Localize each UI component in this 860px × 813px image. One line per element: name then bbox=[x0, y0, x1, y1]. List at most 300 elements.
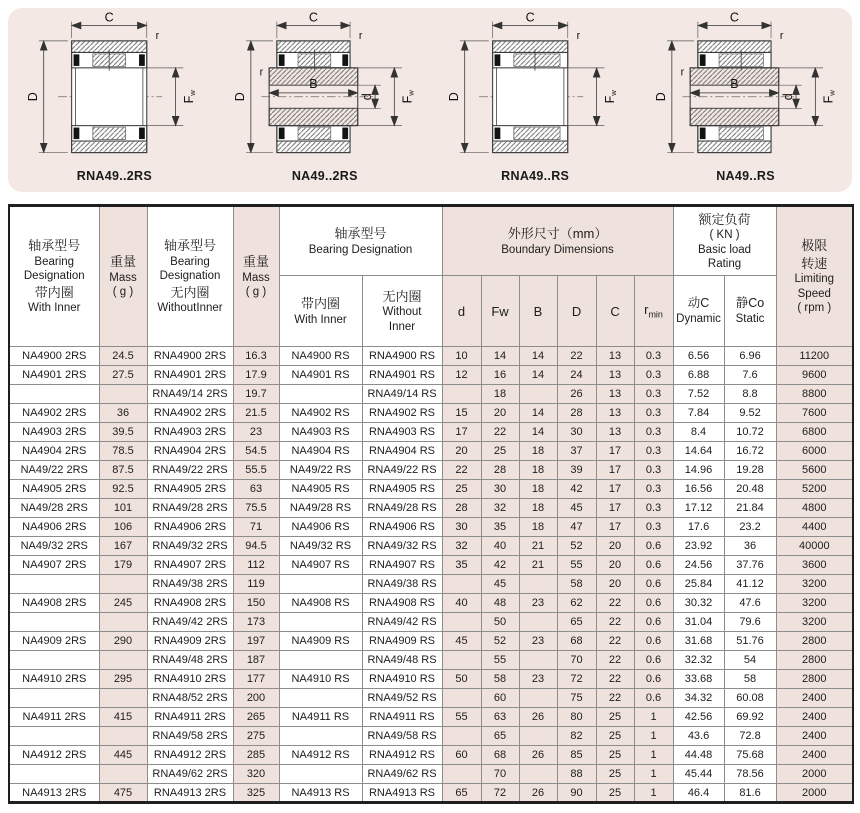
table-cell: 35 bbox=[481, 518, 519, 537]
table-cell: 26 bbox=[557, 385, 596, 404]
table-cell: 25 bbox=[596, 727, 634, 746]
table-cell: 187 bbox=[233, 651, 279, 670]
table-cell: 78.5 bbox=[99, 442, 147, 461]
table-cell: 18 bbox=[481, 385, 519, 404]
table-cell: 0.3 bbox=[634, 366, 673, 385]
table-cell: NA4911 RS bbox=[279, 708, 362, 727]
table-cell: 19.28 bbox=[724, 461, 776, 480]
table-cell: 21 bbox=[519, 537, 557, 556]
table-cell: 2000 bbox=[776, 765, 853, 784]
table-cell: RNA4913 2RS bbox=[147, 784, 233, 803]
table-cell: RNA49/42 RS bbox=[362, 613, 442, 632]
table-cell: 72.8 bbox=[724, 727, 776, 746]
table-cell: RNA49/48 RS bbox=[362, 651, 442, 670]
table-cell: 1 bbox=[634, 727, 673, 746]
table-cell: 20 bbox=[596, 575, 634, 594]
table-cell: RNA4902 RS bbox=[362, 404, 442, 423]
table-cell: 1 bbox=[634, 784, 673, 803]
dim-label-C: C bbox=[308, 12, 318, 25]
table-cell: 42 bbox=[481, 556, 519, 575]
table-cell: 2800 bbox=[776, 632, 853, 651]
table-cell: 52 bbox=[481, 632, 519, 651]
specification-table-wrap bbox=[8, 204, 852, 804]
table-cell: 18 bbox=[519, 499, 557, 518]
table-cell: 55 bbox=[442, 708, 481, 727]
table-cell: 13 bbox=[596, 385, 634, 404]
table-cell bbox=[519, 385, 557, 404]
table-cell bbox=[9, 385, 99, 404]
dim-label-D: D bbox=[447, 92, 462, 102]
subheader-C: C bbox=[596, 276, 634, 347]
table-cell bbox=[279, 689, 362, 708]
table-cell bbox=[9, 575, 99, 594]
table-cell: 5200 bbox=[776, 480, 853, 499]
dim-label-r2: r bbox=[680, 66, 684, 79]
subheader-Fw: Fw bbox=[481, 276, 519, 347]
table-cell: RNA4911 2RS bbox=[147, 708, 233, 727]
dim-label-Fw: Fw bbox=[821, 90, 837, 104]
table-cell: 21.84 bbox=[724, 499, 776, 518]
subheader-static-load: 静Co Static bbox=[724, 276, 776, 347]
table-cell: 2400 bbox=[776, 746, 853, 765]
table-row bbox=[9, 613, 853, 632]
table-cell: RNA49/22 2RS bbox=[147, 461, 233, 480]
table-cell: 3200 bbox=[776, 613, 853, 632]
dim-label-Fw: Fw bbox=[182, 90, 198, 104]
table-cell: NA49/28 2RS bbox=[9, 499, 99, 518]
table-cell: 60 bbox=[481, 689, 519, 708]
table-cell: RNA48/52 2RS bbox=[147, 689, 233, 708]
table-cell: 71 bbox=[233, 518, 279, 537]
bearing-spec-table bbox=[8, 204, 854, 804]
dim-label-C: C bbox=[525, 12, 535, 25]
table-cell: 22 bbox=[596, 670, 634, 689]
table-cell: 45 bbox=[557, 499, 596, 518]
table-cell: NA4909 2RS bbox=[9, 632, 99, 651]
table-cell: 0.3 bbox=[634, 423, 673, 442]
table-cell: 0.6 bbox=[634, 670, 673, 689]
table-cell: NA4903 RS bbox=[279, 423, 362, 442]
table-cell: 20 bbox=[481, 404, 519, 423]
table-cell: 275 bbox=[233, 727, 279, 746]
header-designation-without-inner: 轴承型号 Bearing Designation 无内圈 WithoutInner bbox=[147, 206, 233, 347]
table-cell: 475 bbox=[99, 784, 147, 803]
table-cell: 78.56 bbox=[724, 765, 776, 784]
table-cell: 24 bbox=[557, 366, 596, 385]
table-cell: 68 bbox=[557, 632, 596, 651]
table-cell: 54 bbox=[724, 651, 776, 670]
dim-label-r: r bbox=[358, 29, 363, 42]
table-cell: RNA49/42 2RS bbox=[147, 613, 233, 632]
table-cell: RNA4904 RS bbox=[362, 442, 442, 461]
table-cell: 16.3 bbox=[233, 347, 279, 366]
table-cell: 92.5 bbox=[99, 480, 147, 499]
table-cell bbox=[442, 613, 481, 632]
table-cell: 6.88 bbox=[673, 366, 724, 385]
table-cell: 13 bbox=[596, 347, 634, 366]
table-cell: 179 bbox=[99, 556, 147, 575]
table-cell: 0.3 bbox=[634, 499, 673, 518]
table-cell: 25.84 bbox=[673, 575, 724, 594]
subheader-d: d bbox=[442, 276, 481, 347]
dim-label-Fw: Fw bbox=[603, 90, 619, 104]
table-cell: 30 bbox=[442, 518, 481, 537]
table-cell: 17 bbox=[596, 442, 634, 461]
table-cell bbox=[519, 575, 557, 594]
table-cell: NA4906 RS bbox=[279, 518, 362, 537]
table-cell: 17 bbox=[596, 480, 634, 499]
table-cell: 35 bbox=[442, 556, 481, 575]
table-cell: 19.7 bbox=[233, 385, 279, 404]
table-cell: 0.6 bbox=[634, 575, 673, 594]
table-cell: NA4902 2RS bbox=[9, 404, 99, 423]
table-cell: 75.68 bbox=[724, 746, 776, 765]
table-cell: 17.6 bbox=[673, 518, 724, 537]
table-cell: 15 bbox=[442, 404, 481, 423]
table-row bbox=[9, 632, 853, 651]
table-cell: 415 bbox=[99, 708, 147, 727]
table-cell bbox=[99, 727, 147, 746]
dim-label-D: D bbox=[653, 92, 668, 102]
bearing-cross-section-drawing bbox=[435, 12, 635, 168]
table-cell bbox=[99, 613, 147, 632]
table-cell: RNA49/38 RS bbox=[362, 575, 442, 594]
table-row bbox=[9, 518, 853, 537]
table-cell: 25 bbox=[596, 708, 634, 727]
table-cell: NA4913 2RS bbox=[9, 784, 99, 803]
figure-rna49-rs bbox=[431, 12, 639, 183]
dim-label-r: r bbox=[155, 29, 160, 42]
table-cell bbox=[99, 651, 147, 670]
table-cell: 22 bbox=[442, 461, 481, 480]
table-cell: RNA49/28 2RS bbox=[147, 499, 233, 518]
table-cell: NA4901 RS bbox=[279, 366, 362, 385]
table-cell: 62 bbox=[557, 594, 596, 613]
table-cell: NA4907 2RS bbox=[9, 556, 99, 575]
table-cell bbox=[519, 651, 557, 670]
table-cell: 32.32 bbox=[673, 651, 724, 670]
table-cell: 25 bbox=[481, 442, 519, 461]
table-cell: 17.12 bbox=[673, 499, 724, 518]
table-cell: 200 bbox=[233, 689, 279, 708]
subheader-rs-without-inner: 无内圈 Without Inner bbox=[362, 276, 442, 347]
table-cell: 6.96 bbox=[724, 347, 776, 366]
table-cell: 106 bbox=[99, 518, 147, 537]
table-cell: 55 bbox=[481, 651, 519, 670]
table-cell: NA4900 2RS bbox=[9, 347, 99, 366]
table-cell: 0.3 bbox=[634, 404, 673, 423]
table-cell bbox=[519, 613, 557, 632]
table-cell: 70 bbox=[481, 765, 519, 784]
table-cell: 81.6 bbox=[724, 784, 776, 803]
table-cell: 445 bbox=[99, 746, 147, 765]
table-cell: 94.5 bbox=[233, 537, 279, 556]
table-cell: 25 bbox=[442, 480, 481, 499]
table-cell bbox=[442, 575, 481, 594]
table-cell: NA4905 RS bbox=[279, 480, 362, 499]
table-cell: 13 bbox=[596, 423, 634, 442]
table-cell: 28 bbox=[557, 404, 596, 423]
table-cell: 6.56 bbox=[673, 347, 724, 366]
table-cell: 31.68 bbox=[673, 632, 724, 651]
figure-rna49-2rs bbox=[10, 12, 218, 183]
table-cell: RNA4909 2RS bbox=[147, 632, 233, 651]
table-cell: 18 bbox=[519, 480, 557, 499]
table-cell: 69.92 bbox=[724, 708, 776, 727]
table-cell: 14 bbox=[519, 423, 557, 442]
table-cell: 8800 bbox=[776, 385, 853, 404]
table-cell: RNA49/28 RS bbox=[362, 499, 442, 518]
table-cell: 14 bbox=[519, 366, 557, 385]
subheader-dynamic-load: 动C Dynamic bbox=[673, 276, 724, 347]
table-cell: 1 bbox=[634, 746, 673, 765]
table-cell: RNA4912 RS bbox=[362, 746, 442, 765]
table-cell: 28 bbox=[442, 499, 481, 518]
table-cell bbox=[9, 613, 99, 632]
table-cell: 47.6 bbox=[724, 594, 776, 613]
table-row bbox=[9, 385, 853, 404]
table-cell bbox=[9, 765, 99, 784]
drawings-panel bbox=[8, 8, 852, 192]
table-cell: 65 bbox=[557, 613, 596, 632]
header-basic-load-group: 额定负荷 ( KN ) Basic load Rating bbox=[673, 206, 776, 276]
table-cell bbox=[442, 385, 481, 404]
table-row bbox=[9, 670, 853, 689]
table-cell: RNA4908 RS bbox=[362, 594, 442, 613]
table-row bbox=[9, 347, 853, 366]
table-cell: NA49/22 RS bbox=[279, 461, 362, 480]
table-cell: 41.12 bbox=[724, 575, 776, 594]
table-cell: 43.6 bbox=[673, 727, 724, 746]
table-cell: 24.5 bbox=[99, 347, 147, 366]
header-boundary-dimensions-group: 外形尺寸（mm） Boundary Dimensions bbox=[442, 206, 673, 276]
table-cell: NA4909 RS bbox=[279, 632, 362, 651]
table-cell: RNA4900 2RS bbox=[147, 347, 233, 366]
dim-label-r2: r bbox=[259, 66, 263, 79]
table-cell bbox=[9, 727, 99, 746]
table-cell: 21.5 bbox=[233, 404, 279, 423]
table-cell: 85 bbox=[557, 746, 596, 765]
table-cell: 112 bbox=[233, 556, 279, 575]
table-cell bbox=[519, 765, 557, 784]
table-cell: 325 bbox=[233, 784, 279, 803]
table-cell: RNA4911 RS bbox=[362, 708, 442, 727]
table-cell: 30.32 bbox=[673, 594, 724, 613]
table-cell: 197 bbox=[233, 632, 279, 651]
table-cell: 36 bbox=[724, 537, 776, 556]
table-cell: 20 bbox=[442, 442, 481, 461]
table-cell: 0.6 bbox=[634, 651, 673, 670]
table-cell: 37.76 bbox=[724, 556, 776, 575]
table-cell: 2000 bbox=[776, 784, 853, 803]
table-cell bbox=[279, 651, 362, 670]
table-cell: 2800 bbox=[776, 670, 853, 689]
table-cell: 32 bbox=[442, 537, 481, 556]
table-cell: 20 bbox=[596, 537, 634, 556]
table-cell: 10.72 bbox=[724, 423, 776, 442]
dim-label-Fw: Fw bbox=[400, 90, 416, 104]
table-cell: RNA49/52 RS bbox=[362, 689, 442, 708]
table-cell: RNA4905 2RS bbox=[147, 480, 233, 499]
table-cell: 27.5 bbox=[99, 366, 147, 385]
table-cell: 295 bbox=[99, 670, 147, 689]
table-cell: 2400 bbox=[776, 708, 853, 727]
table-cell: RNA4900 RS bbox=[362, 347, 442, 366]
table-cell: RNA4901 2RS bbox=[147, 366, 233, 385]
table-cell: RNA4909 RS bbox=[362, 632, 442, 651]
table-cell: 26 bbox=[519, 746, 557, 765]
table-cell: 0.6 bbox=[634, 632, 673, 651]
table-row bbox=[9, 537, 853, 556]
table-cell: 58 bbox=[481, 670, 519, 689]
table-row bbox=[9, 442, 853, 461]
table-cell: NA49/32 RS bbox=[279, 537, 362, 556]
dim-label-r: r bbox=[576, 29, 581, 42]
table-cell: RNA4907 2RS bbox=[147, 556, 233, 575]
table-cell: 30 bbox=[481, 480, 519, 499]
table-cell: RNA4906 RS bbox=[362, 518, 442, 537]
dim-label-D: D bbox=[26, 92, 41, 102]
table-cell: 0.3 bbox=[634, 480, 673, 499]
table-cell: 18 bbox=[519, 461, 557, 480]
table-cell bbox=[442, 727, 481, 746]
table-cell: 40000 bbox=[776, 537, 853, 556]
table-cell: 14.96 bbox=[673, 461, 724, 480]
table-cell: 2800 bbox=[776, 651, 853, 670]
table-cell: 58 bbox=[557, 575, 596, 594]
table-cell bbox=[99, 765, 147, 784]
table-cell: RNA4910 2RS bbox=[147, 670, 233, 689]
table-cell: 119 bbox=[233, 575, 279, 594]
table-cell: 22 bbox=[596, 613, 634, 632]
table-cell: RNA4905 RS bbox=[362, 480, 442, 499]
table-cell: NA49/32 2RS bbox=[9, 537, 99, 556]
table-cell: 12 bbox=[442, 366, 481, 385]
table-cell: 16.72 bbox=[724, 442, 776, 461]
table-cell: 23 bbox=[233, 423, 279, 442]
table-cell: NA4912 2RS bbox=[9, 746, 99, 765]
table-cell: 22 bbox=[481, 423, 519, 442]
table-cell: 52 bbox=[557, 537, 596, 556]
table-cell: 13 bbox=[596, 366, 634, 385]
table-cell: 1 bbox=[634, 708, 673, 727]
table-cell: 37 bbox=[557, 442, 596, 461]
table-cell: 23 bbox=[519, 670, 557, 689]
table-cell: 22 bbox=[596, 689, 634, 708]
table-cell bbox=[279, 727, 362, 746]
table-cell: 4800 bbox=[776, 499, 853, 518]
table-cell: NA4900 RS bbox=[279, 347, 362, 366]
table-cell: 22 bbox=[557, 347, 596, 366]
table-cell: 18 bbox=[519, 518, 557, 537]
table-row bbox=[9, 480, 853, 499]
table-cell bbox=[519, 727, 557, 746]
table-cell: RNA49/48 2RS bbox=[147, 651, 233, 670]
table-cell: NA49/28 RS bbox=[279, 499, 362, 518]
table-cell: 0.6 bbox=[634, 537, 673, 556]
figure-caption: NA49..RS bbox=[716, 169, 775, 183]
table-cell: NA4908 2RS bbox=[9, 594, 99, 613]
table-cell: RNA49/14 2RS bbox=[147, 385, 233, 404]
table-cell: 8.4 bbox=[673, 423, 724, 442]
table-cell: 14 bbox=[481, 347, 519, 366]
table-cell: 45 bbox=[481, 575, 519, 594]
table-cell: 50 bbox=[442, 670, 481, 689]
table-cell: 3200 bbox=[776, 575, 853, 594]
table-cell: 72 bbox=[481, 784, 519, 803]
dim-label-r: r bbox=[779, 29, 783, 42]
table-cell: RNA49/14 RS bbox=[362, 385, 442, 404]
table-cell: 17 bbox=[596, 518, 634, 537]
table-cell: 10 bbox=[442, 347, 481, 366]
table-cell: 26 bbox=[519, 708, 557, 727]
table-row bbox=[9, 556, 853, 575]
table-cell: 33.68 bbox=[673, 670, 724, 689]
subheader-rs-with-inner: 带内圈 With Inner bbox=[279, 276, 362, 347]
table-cell: 26 bbox=[519, 784, 557, 803]
table-cell: RNA4910 RS bbox=[362, 670, 442, 689]
table-cell: RNA4907 RS bbox=[362, 556, 442, 575]
table-cell: RNA49/38 2RS bbox=[147, 575, 233, 594]
table-cell: 79.6 bbox=[724, 613, 776, 632]
dim-label-D: D bbox=[232, 92, 247, 102]
table-cell: NA4907 RS bbox=[279, 556, 362, 575]
table-cell: 25 bbox=[596, 784, 634, 803]
table-cell: 47 bbox=[557, 518, 596, 537]
table-row bbox=[9, 727, 853, 746]
table-cell: NA4908 RS bbox=[279, 594, 362, 613]
table-cell: 63 bbox=[233, 480, 279, 499]
table-cell: 4400 bbox=[776, 518, 853, 537]
table-cell bbox=[99, 385, 147, 404]
table-cell: 245 bbox=[99, 594, 147, 613]
table-cell: 5600 bbox=[776, 461, 853, 480]
table-cell: 21 bbox=[519, 556, 557, 575]
table-row bbox=[9, 499, 853, 518]
table-cell: NA4902 RS bbox=[279, 404, 362, 423]
bearing-cross-section-drawing bbox=[646, 12, 846, 168]
table-row bbox=[9, 784, 853, 803]
table-cell: 167 bbox=[99, 537, 147, 556]
table-cell: 23.92 bbox=[673, 537, 724, 556]
table-row bbox=[9, 404, 853, 423]
table-cell bbox=[279, 613, 362, 632]
table-cell: RNA4901 RS bbox=[362, 366, 442, 385]
table-cell: 63 bbox=[481, 708, 519, 727]
table-cell: 60 bbox=[442, 746, 481, 765]
table-cell: NA4913 RS bbox=[279, 784, 362, 803]
table-cell: RNA4902 2RS bbox=[147, 404, 233, 423]
table-cell bbox=[442, 651, 481, 670]
table-cell: 7.6 bbox=[724, 366, 776, 385]
table-cell: 3600 bbox=[776, 556, 853, 575]
subheader-D: D bbox=[557, 276, 596, 347]
table-cell: 42 bbox=[557, 480, 596, 499]
table-cell: 14 bbox=[519, 347, 557, 366]
table-cell: 2400 bbox=[776, 727, 853, 746]
table-row bbox=[9, 708, 853, 727]
table-cell bbox=[442, 689, 481, 708]
table-cell: RNA4908 2RS bbox=[147, 594, 233, 613]
table-cell: 30 bbox=[557, 423, 596, 442]
table-cell: RNA4903 2RS bbox=[147, 423, 233, 442]
table-cell: 20 bbox=[596, 556, 634, 575]
header-limiting-speed: 极限 转速 Limiting Speed ( rpm ) bbox=[776, 206, 853, 347]
table-cell: 65 bbox=[481, 727, 519, 746]
table-cell: 82 bbox=[557, 727, 596, 746]
table-cell: 34.32 bbox=[673, 689, 724, 708]
table-cell: 90 bbox=[557, 784, 596, 803]
